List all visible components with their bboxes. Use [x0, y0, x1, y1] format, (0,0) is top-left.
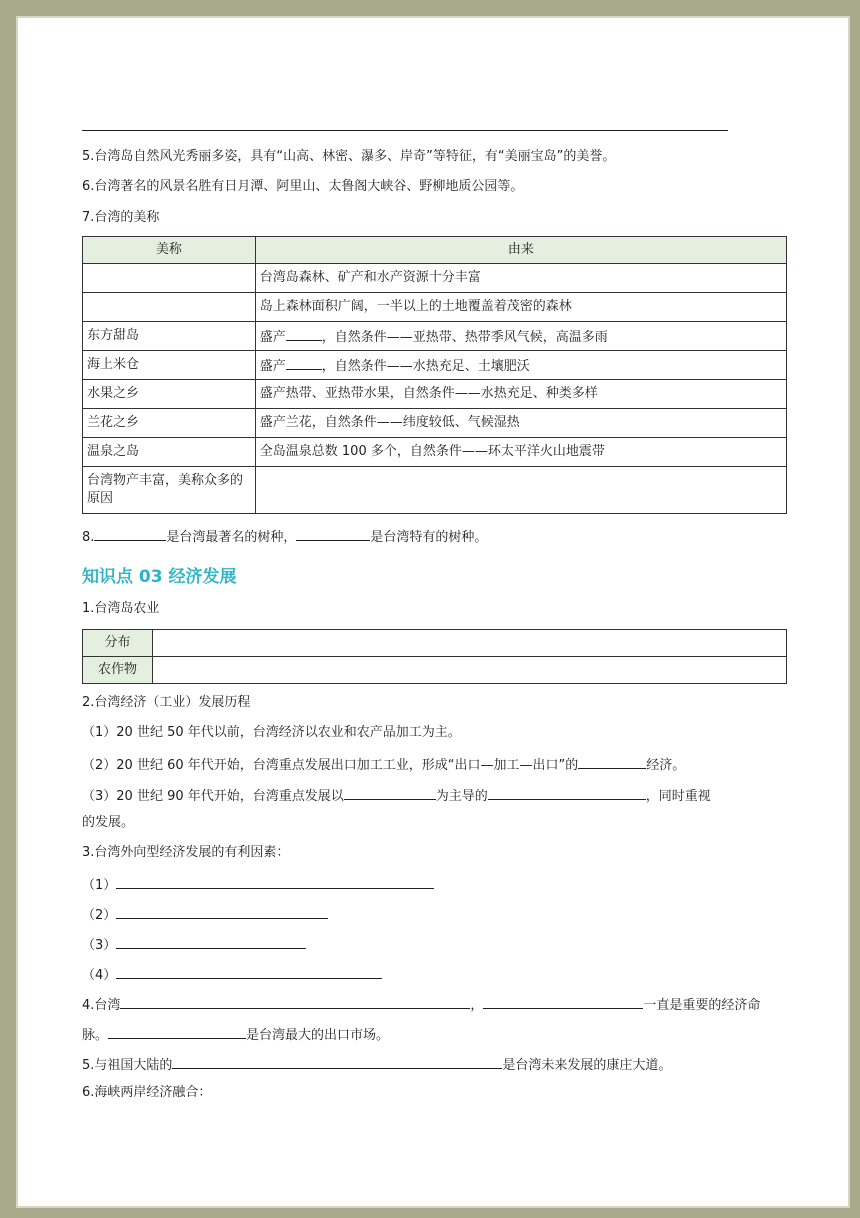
item-4 — [82, 994, 760, 1015]
answer-blank[interactable] — [116, 964, 382, 979]
origin-cell — [255, 322, 786, 351]
item-5b-text: 是台湾未来发展的康庄大道。 — [502, 1058, 672, 1073]
table-row — [83, 380, 787, 409]
item-6: 6.台湾著名的风景名胜有日月潭、阿里山、太鲁阁大峡谷、野柳地质公园等。 — [82, 179, 524, 194]
nickname-cell: 海上米仓 — [83, 351, 256, 380]
nickname-cell: 温泉之岛 — [83, 438, 256, 467]
origin-cell: 盛产兰花，自然条件——纬度较低、气候湿热 — [255, 409, 786, 438]
item-4-text: 4.台湾 — [82, 998, 121, 1013]
page-frame — [4, 4, 856, 1214]
table-row — [83, 630, 787, 657]
answer-blank[interactable] — [172, 1054, 502, 1069]
answer-cell[interactable] — [152, 630, 786, 657]
econ-text: ，同时重视 — [645, 789, 711, 804]
origin-cell: 台湾岛森林、矿产和水产资源十分丰富 — [255, 264, 786, 293]
item-7: 7.台湾的美称 — [82, 210, 160, 225]
item-4-text: 脉。 — [82, 1028, 109, 1043]
answer-blank[interactable] — [483, 994, 643, 1009]
answer-blank[interactable] — [488, 785, 646, 800]
econ-p1: （1）20 世纪 50 年代以前，台湾经济以农业和农产品加工为主。 — [82, 725, 461, 740]
agri-title: 1.台湾岛农业 — [82, 601, 160, 616]
item-4-text: ， — [470, 998, 484, 1013]
section-title: 知识点 03 经济发展 — [82, 567, 237, 587]
item-5b-text: 5.与祖国大陆的 — [82, 1058, 173, 1073]
table-row — [83, 264, 787, 293]
econ-p3-end: 的发展。 — [82, 815, 135, 830]
item-5: 5.台湾岛自然风光秀丽多姿，具有“山高、林密、瀑多、岸奇”等特征，有“美丽宝岛”的美誉。 — [82, 149, 616, 164]
answer-blank[interactable] — [116, 934, 306, 949]
origin-cell: 岛上森林面积广阔，一半以上的土地覆盖着茂密的森林 — [255, 293, 786, 322]
origin-cell — [255, 351, 786, 380]
answer-cell[interactable] — [255, 467, 786, 514]
nickname-cell: 东方甜岛 — [83, 322, 256, 351]
answer-cell[interactable] — [152, 657, 786, 684]
factor-num: （4） — [82, 968, 117, 983]
item-5b — [82, 1054, 671, 1075]
factor-line — [82, 964, 382, 985]
nickname-cell[interactable] — [83, 264, 256, 293]
answer-blank[interactable] — [286, 326, 322, 341]
factor-num: （1） — [82, 878, 117, 893]
item-8-text: 是台湾最著名的树种， — [166, 530, 297, 545]
nickname-table — [82, 236, 787, 514]
table-row — [83, 438, 787, 467]
nickname-cell: 兰花之乡 — [83, 409, 256, 438]
factor-num: （2） — [82, 908, 117, 923]
table-row — [83, 657, 787, 684]
table-row — [83, 293, 787, 322]
row-label: 分布 — [83, 630, 153, 657]
econ-text: （2）20 世纪 60 年代开始，台湾重点发展出口加工工业，形成“出口—加工—出口”的 — [82, 758, 579, 773]
item-8 — [82, 526, 487, 547]
item-4-text: 一直是重要的经济命 — [643, 998, 761, 1013]
answer-blank[interactable] — [116, 904, 328, 919]
answer-blank[interactable] — [94, 526, 166, 541]
factors-title: 3.台湾外向型经济发展的有利因素： — [82, 845, 290, 860]
answer-blank[interactable] — [286, 355, 322, 370]
factor-line — [82, 874, 434, 895]
econ-text: （3）20 世纪 90 年代开始，台湾重点发展以 — [82, 789, 344, 804]
item-6b: 6.海峡两岸经济融合： — [82, 1085, 212, 1100]
answer-blank[interactable] — [344, 785, 436, 800]
table-row — [83, 467, 787, 514]
header-origin: 由来 — [255, 237, 786, 264]
econ-title: 2.台湾经济（工业）发展历程 — [82, 695, 251, 710]
row-label: 农作物 — [83, 657, 153, 684]
table-row — [83, 351, 787, 380]
factor-num: （3） — [82, 938, 117, 953]
origin-text: ，自然条件——亚热带、热带季风气候，高温多雨 — [321, 329, 608, 345]
factor-line — [82, 934, 306, 955]
econ-text: 为主导的 — [435, 789, 488, 804]
answer-blank[interactable] — [120, 994, 470, 1009]
answer-blank[interactable] — [116, 874, 434, 889]
econ-text: 经济。 — [646, 758, 686, 773]
document-page — [18, 18, 848, 1206]
nickname-cell: 台湾物产丰富，美称众多的原因 — [83, 467, 256, 514]
answer-blank[interactable] — [108, 1024, 246, 1039]
answer-blank[interactable] — [296, 526, 370, 541]
nickname-cell[interactable] — [83, 293, 256, 322]
origin-text: 盛产 — [259, 358, 286, 374]
origin-text: ，自然条件——水热充足、土壤肥沃 — [321, 358, 530, 374]
factor-line — [82, 904, 328, 925]
nickname-cell: 水果之乡 — [83, 380, 256, 409]
table-row — [83, 409, 787, 438]
item-4-cont — [82, 1024, 389, 1045]
agriculture-table — [82, 629, 787, 684]
answer-blank[interactable] — [578, 754, 646, 769]
item-8-text: 是台湾特有的树种。 — [370, 530, 488, 545]
origin-text: 盛产 — [259, 329, 286, 345]
origin-cell: 盛产热带、亚热带水果，自然条件——水热充足、种类多样 — [255, 380, 786, 409]
econ-p2 — [82, 754, 685, 775]
econ-p3 — [82, 785, 711, 806]
table-row — [83, 322, 787, 351]
item-8-num: 8. — [82, 530, 95, 545]
header-nickname: 美称 — [83, 237, 256, 264]
item-4-text: 是台湾最大的出口市场。 — [246, 1028, 390, 1043]
top-rule — [82, 130, 728, 131]
origin-cell: 全岛温泉总数 100 多个，自然条件——环太平洋火山地震带 — [255, 438, 786, 467]
